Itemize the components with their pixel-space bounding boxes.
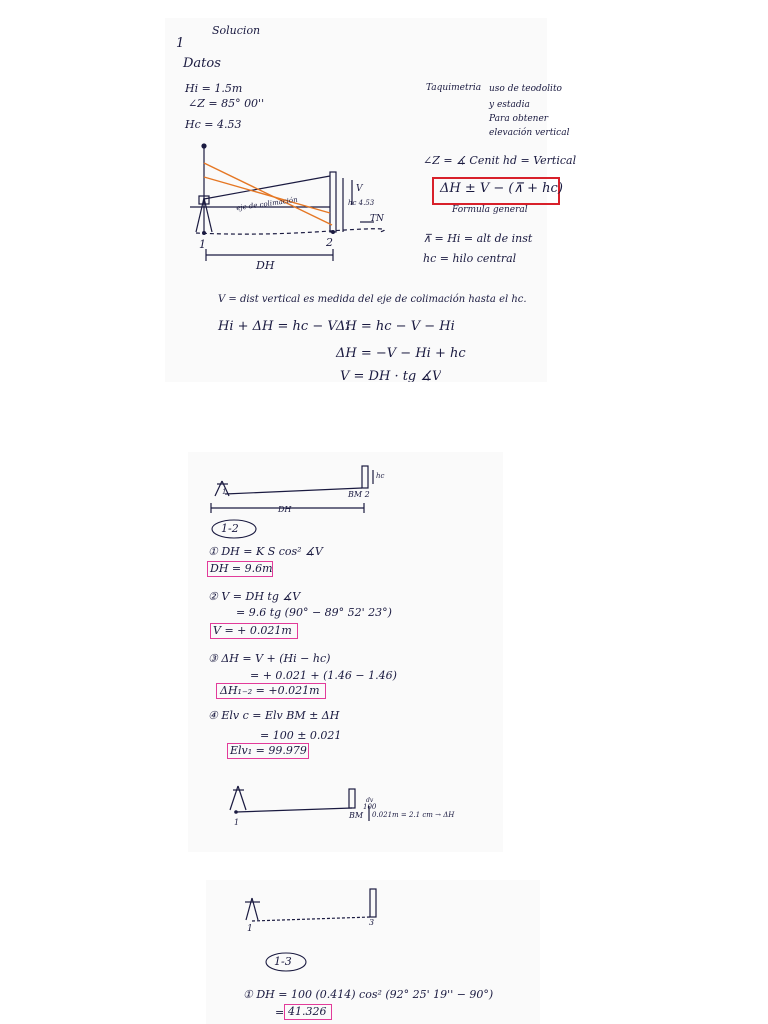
diagram2-dh: DH xyxy=(278,505,292,514)
diagram2-hc: hc xyxy=(376,472,385,480)
diagram-point-2: 2 xyxy=(326,236,333,249)
step4-line2: = 100 ± 0.021 xyxy=(260,729,342,742)
diagram-label-dh: DH xyxy=(256,259,275,272)
step3-equation: ③ ΔH = V + (Hi − hc) xyxy=(208,652,331,665)
step2-equation: ② V = DH tg ∡V xyxy=(208,590,301,603)
diagram-point-1: 1 xyxy=(199,238,206,251)
taquimetria-note-4: elevación vertical xyxy=(489,128,570,138)
v-definition: V = dist vertical es medida del eje de colimación hasta el hc. xyxy=(218,294,527,305)
taquimetria-note-3: Para obtener xyxy=(489,114,549,124)
equation-4: V = DH · tg ∡V xyxy=(340,369,442,382)
formula-main: ΔH ± V − (⊼ + hc) xyxy=(440,181,563,196)
diagram-label-axis: eje de colimación xyxy=(235,195,299,213)
diagram4-point-1: 1 xyxy=(247,924,253,934)
angle-note: ∠Z = ∡ Cenit hd = Vertical xyxy=(423,154,577,167)
equation-2: ΔH = hc − V − Hi xyxy=(336,319,455,334)
dato-angle-z: ∠Z = 85° 00'' xyxy=(188,97,265,110)
datos-heading: Datos xyxy=(183,56,221,71)
equation-3: ΔH = −V − Hi + hc xyxy=(336,346,466,361)
diagram-label-v: V xyxy=(356,184,363,194)
diagram2-point: 1 xyxy=(222,488,227,496)
def-hi: ⊼ = Hi = alt de inst xyxy=(423,232,533,245)
diagram3-dv: dv xyxy=(366,797,374,804)
diagram2-bm: BM 2 xyxy=(348,490,370,499)
diagram-label-hc: hc 4.53 xyxy=(348,199,375,207)
diagram3-note: 0.021m = 2.1 cm → ΔH xyxy=(372,811,455,819)
page-title: Solucion xyxy=(212,24,261,37)
diagram3-bm: BM xyxy=(349,811,364,820)
step2-line2: = 9.6 tg (90° − 89° 52' 23°) xyxy=(236,606,392,619)
equation-1: Hi + ΔH = hc − V ∴ xyxy=(218,319,350,334)
taquimetria-note-1: uso de teodolito xyxy=(489,84,562,94)
p3-step1-result: 41.326 xyxy=(288,1005,327,1018)
step1-result: DH = 9.6m xyxy=(210,562,273,575)
section-1-2-label: 1-2 xyxy=(221,522,239,535)
p3-step1-prefix: = xyxy=(275,1006,285,1019)
diagram3-100: 100 xyxy=(363,803,377,811)
taquimetria-label: Taquimetria xyxy=(426,83,482,93)
step3-result: ΔH₁₋₂ = +0.021m xyxy=(220,684,320,697)
problem-number: 1 xyxy=(176,36,185,51)
dato-hc: Hc = 4.53 xyxy=(185,118,242,131)
step3-line2: = + 0.021 + (1.46 − 1.46) xyxy=(250,669,397,682)
step2-result: V = + 0.021m xyxy=(213,624,292,637)
p3-step1-equation: ① DH = 100 (0.414) cos² (92° 25' 19'' − 90°) xyxy=(243,988,494,1001)
taquimetria-note-2: y estadia xyxy=(489,100,530,110)
def-hc: hc = hilo central xyxy=(423,252,517,265)
diagram3-point: 1 xyxy=(234,818,240,827)
step4-equation: ④ Elv c = Elv BM ± ΔH xyxy=(208,709,340,722)
dato-hi: Hi = 1.5m xyxy=(185,82,243,95)
diagram-label-tn: TN xyxy=(370,214,384,224)
step1-equation: ① DH = K S cos² ∡V xyxy=(208,545,323,558)
formula-caption: Formula general xyxy=(452,205,528,215)
step4-result: Elv₁ = 99.979 xyxy=(230,744,307,757)
section-1-3-label: 1-3 xyxy=(274,955,292,968)
diagram4-point-3: 3 xyxy=(369,918,375,927)
